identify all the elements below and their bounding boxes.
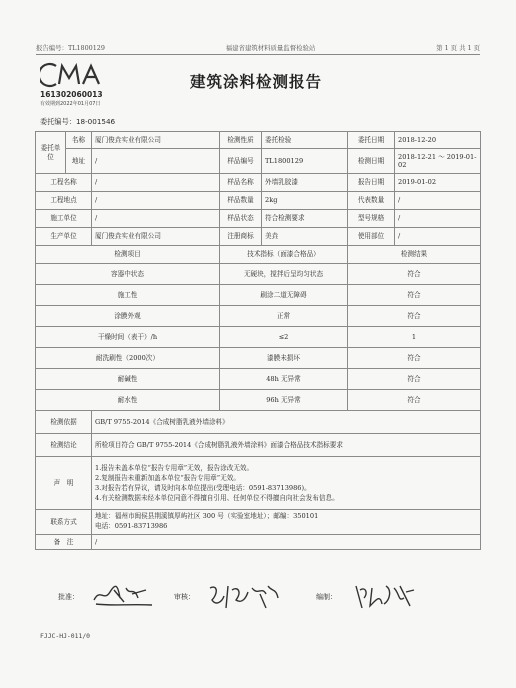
table-row <box>36 246 481 264</box>
statement-item: 1.报告未盖本单位“报告专用章”无效，报告涂改无效。 <box>95 463 254 472</box>
tester-label: 编制： <box>316 593 337 601</box>
sample-no: TL1800129 <box>262 149 348 174</box>
label-remarks: 备 注 <box>36 535 92 550</box>
label-sample-name: 样品名称 <box>220 174 262 192</box>
contact-phone: 电话：0591-83713986 <box>95 522 168 530</box>
table-row <box>36 210 481 228</box>
table-row <box>36 192 481 210</box>
test-date: 2018-12-21 ～ 2019-01-02 <box>395 149 481 174</box>
test-item: 干燥时间（表干）/h <box>36 327 220 348</box>
test-basis: GB/T 9755-2014《合成树脂乳液外墙涂料》 <box>92 411 481 434</box>
label-sample-state: 样品状态 <box>220 210 262 228</box>
report-table <box>35 131 481 550</box>
test-result: 符合 <box>348 285 481 306</box>
test-conclusion: 所检项目符合 GB/T 9755-2014《合成树脂乳液外墙涂料》面漆合格品技术指标要求 <box>92 434 481 457</box>
table-row <box>36 535 481 550</box>
test-result: 符合 <box>348 306 481 327</box>
rep-qty: / <box>395 192 481 210</box>
test-row <box>36 390 481 411</box>
test-result: 符合 <box>348 264 481 285</box>
test-item: 耐洗刷性（2000次） <box>36 348 220 369</box>
signature-row <box>40 580 480 614</box>
label-sample-no: 样品编号 <box>220 149 262 174</box>
test-index: 漆膜未损坏 <box>220 348 348 369</box>
test-index: 刷涂二道无障碍 <box>220 285 348 306</box>
test-index: 96h 无异常 <box>220 390 348 411</box>
remarks: / <box>92 535 481 550</box>
contact-address: 地址：福州市闽侯县荆溪镇厚屿社区 300 号（实验室地址）；邮编：350101 <box>95 512 319 521</box>
sample-name: 外墙乳胶漆 <box>262 174 348 192</box>
label-test-result: 检测结果 <box>348 246 481 264</box>
test-result: 1 <box>348 327 481 348</box>
test-nature: 委托检验 <box>262 132 348 149</box>
test-index: 48h 无异常 <box>220 369 348 390</box>
approver-signature <box>90 580 154 610</box>
label-contact: 联系方式 <box>36 510 92 535</box>
project-site: / <box>92 192 220 210</box>
use-site: / <box>395 228 481 246</box>
construction-unit: / <box>92 210 220 228</box>
tester-signature <box>352 580 416 614</box>
label-statement: 声 明 <box>36 457 92 510</box>
table-row <box>36 149 481 174</box>
statement-item: 2.复制报告未重新加盖本单位“报告专用章”无效。 <box>95 473 240 482</box>
statement-item: 3.对报告若有异议，请及时向本单位提出(受理电话：0591-83713986)。 <box>95 484 311 492</box>
review-label: 审核： <box>174 593 195 601</box>
page-header <box>36 40 480 55</box>
test-item: 容器中状态 <box>36 264 220 285</box>
label-report-date: 报告日期 <box>348 174 395 192</box>
model-spec: / <box>395 210 481 228</box>
client-name: 厦门俊垚实业有限公司 <box>92 132 220 149</box>
test-item: 涂膜外观 <box>36 306 220 327</box>
test-item: 耐水性 <box>36 390 220 411</box>
sample-state: 符合检测要求 <box>262 210 348 228</box>
table-row <box>36 174 481 192</box>
approve-label: 批准： <box>58 593 79 601</box>
test-index: ≤2 <box>220 327 348 348</box>
table-row <box>36 434 481 457</box>
cert-date: 有效期到2022年01月07日 <box>40 101 101 107</box>
label-name: 名称 <box>66 132 92 149</box>
table-row <box>36 132 481 149</box>
table-row <box>36 510 481 535</box>
test-index: 无硬块，搅拌后呈均匀状态 <box>220 264 348 285</box>
label-test-item: 检测项目 <box>36 246 220 264</box>
test-row <box>36 327 481 348</box>
header-page: 第 1 页 共 1 页 <box>436 43 480 52</box>
label-rep-qty: 代表数量 <box>348 192 395 210</box>
label-conclusion: 检测结论 <box>36 434 92 457</box>
label-client-unit: 委托单位 <box>36 132 66 174</box>
client-address: / <box>92 149 220 174</box>
header-report-no: 报告编号：TL1800129 <box>36 43 105 52</box>
label-use-site: 使用部位 <box>348 228 395 246</box>
test-result: 符合 <box>348 390 481 411</box>
project-name: / <box>92 174 220 192</box>
label-project-site: 工程地点 <box>36 192 92 210</box>
label-trademark: 注册商标 <box>220 228 262 246</box>
label-production-unit: 生产单位 <box>36 228 92 246</box>
test-result: 符合 <box>348 348 481 369</box>
cert-number: 161302060013 <box>40 90 103 99</box>
test-row <box>36 264 481 285</box>
test-item: 耐碱性 <box>36 369 220 390</box>
sample-qty: 2kg <box>262 192 348 210</box>
label-test-nature: 检测性质 <box>220 132 262 149</box>
statement-item: 4.有关检测数据未经本单位同意不得擅自引用、任何单位不得擅自向社会发布信息。 <box>95 494 339 503</box>
contract-number: 委托编号：18-001546 <box>40 117 116 126</box>
test-result: 符合 <box>348 369 481 390</box>
label-construction-unit: 施工单位 <box>36 210 92 228</box>
commission-date: 2018-12-20 <box>395 132 481 149</box>
header-org: 福建省建筑材料质量监督检验站 <box>225 43 316 52</box>
label-sample-qty: 样品数量 <box>220 192 262 210</box>
test-index: 正常 <box>220 306 348 327</box>
contact-info <box>92 510 481 535</box>
table-row <box>36 457 481 510</box>
table-row <box>36 228 481 246</box>
test-row <box>36 285 481 306</box>
test-item: 施工性 <box>36 285 220 306</box>
report-date: 2019-01-02 <box>395 174 481 192</box>
page-title: 建筑涂料检测报告 <box>190 73 323 91</box>
label-tech-index: 技术指标（面漆合格品） <box>220 246 348 264</box>
reviewer-signature <box>206 580 282 612</box>
test-row <box>36 306 481 327</box>
cma-logo-icon <box>40 62 102 88</box>
test-row <box>36 369 481 390</box>
table-row <box>36 411 481 434</box>
label-model-spec: 型号规格 <box>348 210 395 228</box>
test-row <box>36 348 481 369</box>
production-unit: 厦门俊垚实业有限公司 <box>92 228 220 246</box>
label-test-date: 检测日期 <box>348 149 395 174</box>
statement-list <box>92 457 481 510</box>
form-code: FJJC-HJ-011/0 <box>40 632 91 640</box>
label-project-name: 工程名称 <box>36 174 92 192</box>
label-commission-date: 委托日期 <box>348 132 395 149</box>
trademark: 美垚 <box>262 228 348 246</box>
label-basis: 检测依据 <box>36 411 92 434</box>
label-address: 地址 <box>66 149 92 174</box>
